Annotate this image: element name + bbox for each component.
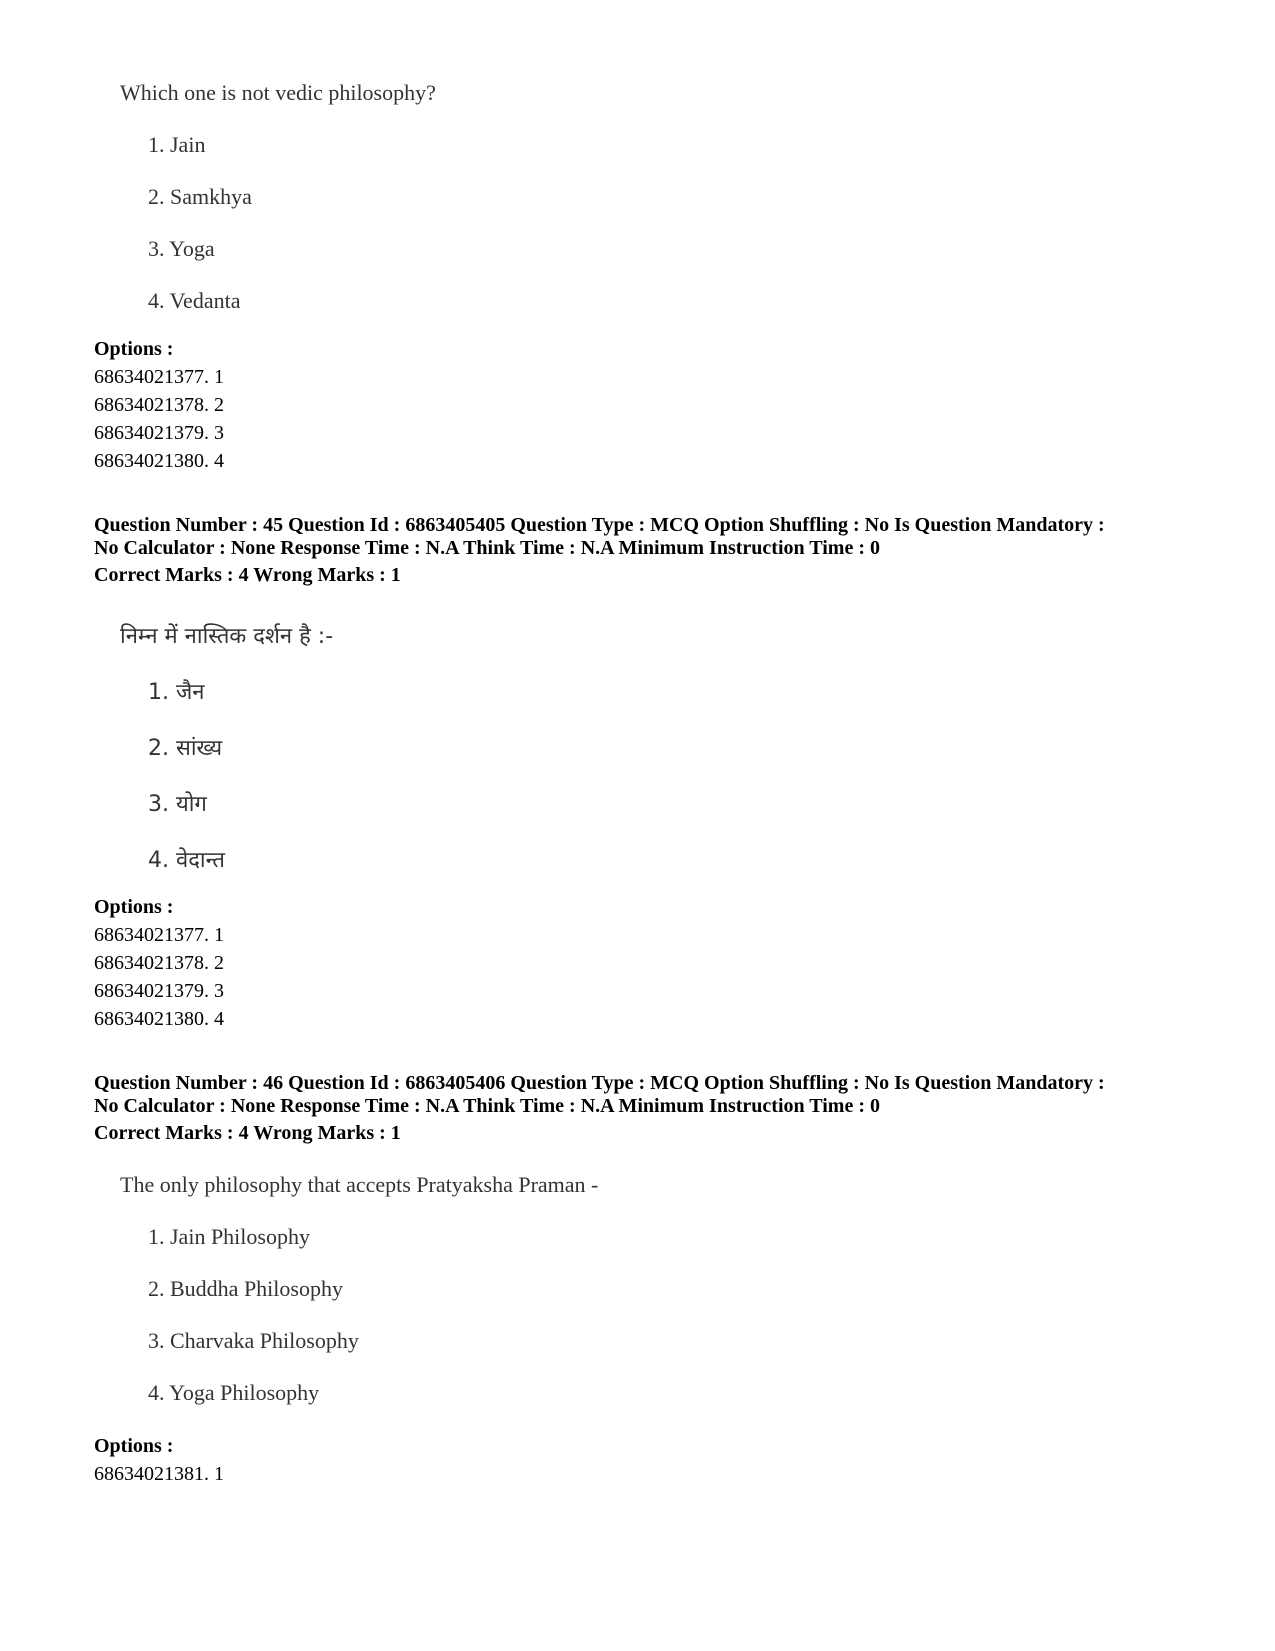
choice-4: 4. वेदान्त (148, 848, 225, 873)
option-id-4: 68634021380. 4 (94, 450, 224, 472)
choice-1: 1. Jain Philosophy (148, 1224, 310, 1249)
choice-3: 3. Yoga (148, 236, 215, 261)
option-id-1: 68634021377. 1 (94, 366, 224, 388)
question-meta-line-1: Question Number : 45 Question Id : 6863405405 Question Type : MCQ Option Shuffling : No Is Question Mandatory : (94, 514, 1105, 536)
question-marks: Correct Marks : 4 Wrong Marks : 1 (94, 1122, 401, 1144)
choice-2: 2. सांख्य (148, 736, 223, 761)
choice-1: 1. Jain (148, 132, 206, 157)
question-meta-line-2: No Calculator : None Response Time : N.A Think Time : N.A Minimum Instruction Time : 0 (94, 1095, 880, 1117)
option-id-3: 68634021379. 3 (94, 980, 224, 1002)
option-id-2: 68634021378. 2 (94, 394, 224, 416)
option-id-3: 68634021379. 3 (94, 422, 224, 444)
options-label: Options : (94, 1435, 174, 1457)
question-text: The only philosophy that accepts Pratyaksha Praman - (120, 1172, 599, 1197)
choice-1: 1. जैन (148, 680, 205, 705)
question-meta-line-2: No Calculator : None Response Time : N.A Think Time : N.A Minimum Instruction Time : 0 (94, 537, 880, 559)
question-marks: Correct Marks : 4 Wrong Marks : 1 (94, 564, 401, 586)
choice-4: 4. Vedanta (148, 288, 241, 313)
choice-3: 3. Charvaka Philosophy (148, 1328, 359, 1353)
option-id-2: 68634021378. 2 (94, 952, 224, 974)
question-meta-line-1: Question Number : 46 Question Id : 6863405406 Question Type : MCQ Option Shuffling : No Is Question Mandatory : (94, 1072, 1105, 1094)
choice-3: 3. योग (148, 792, 207, 817)
choice-2: 2. Buddha Philosophy (148, 1276, 343, 1301)
choice-2: 2. Samkhya (148, 184, 252, 209)
options-label: Options : (94, 338, 174, 360)
question-text: Which one is not vedic philosophy? (120, 80, 436, 105)
option-id-1: 68634021377. 1 (94, 924, 224, 946)
option-id-4: 68634021380. 4 (94, 1008, 224, 1030)
question-text: निम्न में नास्तिक दर्शन है :- (120, 624, 334, 649)
options-label: Options : (94, 896, 174, 918)
choice-4: 4. Yoga Philosophy (148, 1380, 320, 1405)
option-id-1: 68634021381. 1 (94, 1463, 224, 1485)
